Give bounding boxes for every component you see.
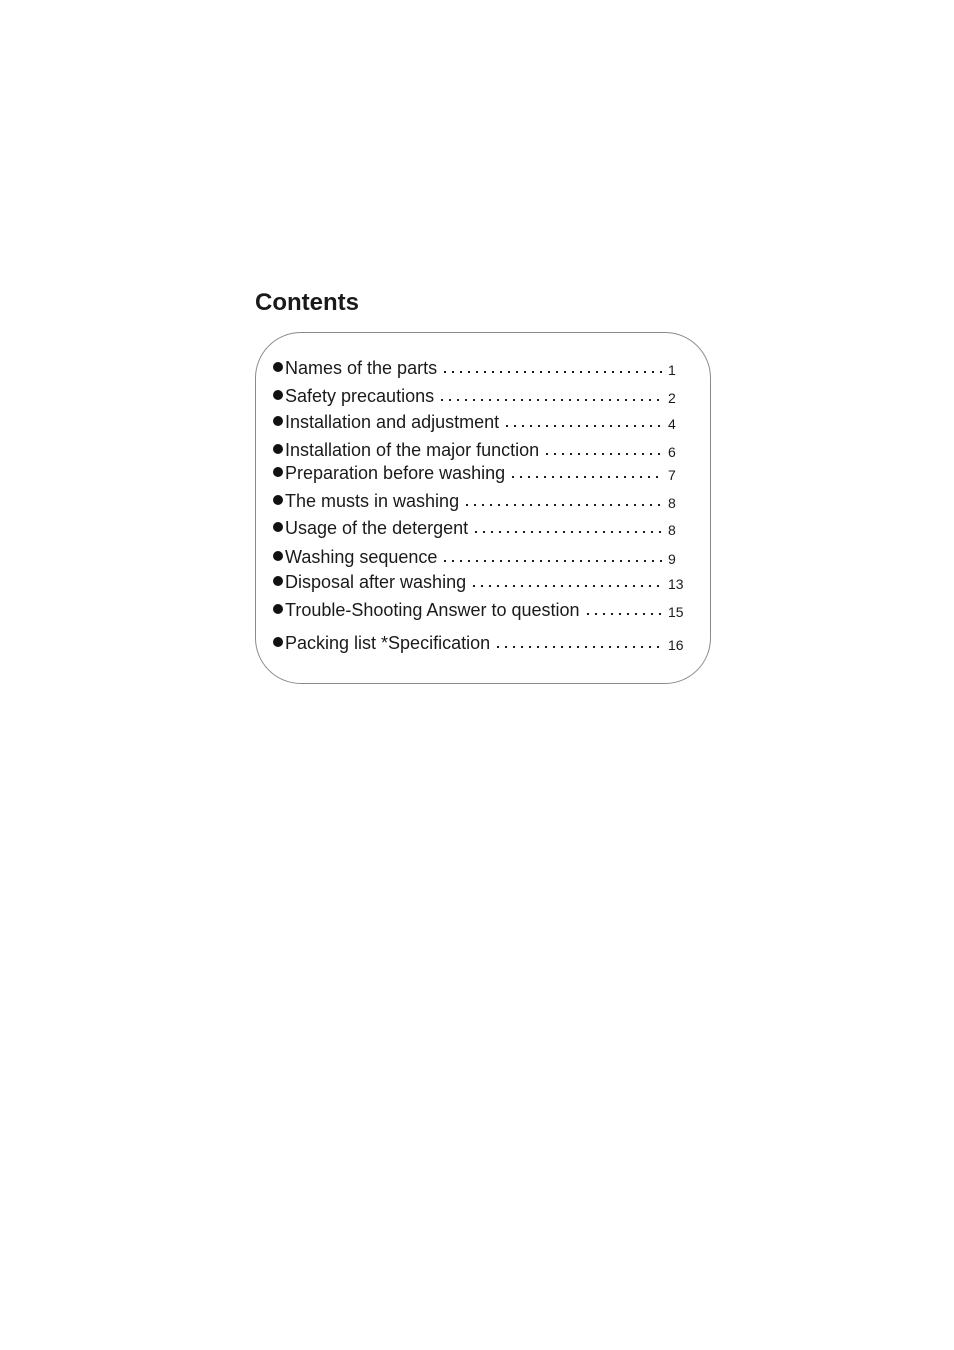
dot-leader [463,504,662,506]
toc-item-label: Packing list *Specification [285,633,491,653]
toc-item-page: 4 [668,416,676,432]
dot-leader [441,371,662,373]
bullet-icon [273,522,283,532]
toc-item[interactable] [272,515,690,539]
bullet-icon [273,495,283,505]
bullet-icon [273,467,283,477]
toc-item[interactable] [272,544,690,568]
dot-leader [470,585,662,587]
toc-item-label: The musts in washing [285,491,460,511]
toc-item[interactable] [272,630,690,654]
page-title: Contents [255,289,359,316]
bullet-icon [273,416,283,426]
toc-item-page: 15 [668,604,684,620]
toc-item[interactable] [272,355,690,379]
dot-leader [584,613,662,615]
toc-item-label: Trouble-Shooting Answer to question [285,600,580,620]
toc-item-label: Installation and adjustment [285,412,500,432]
toc-item-label: Names of the parts [285,358,438,378]
toc-item-page: 1 [668,362,676,378]
bullet-icon [273,604,283,614]
bullet-icon [273,576,283,586]
toc-item[interactable] [272,569,690,593]
dot-leader [494,646,662,648]
toc-item[interactable] [272,597,690,621]
toc-item-label: Washing sequence [285,547,438,567]
toc-item[interactable] [272,460,690,484]
dot-leader [441,560,662,562]
toc-item-page: 8 [668,522,676,538]
toc-item[interactable] [272,383,690,407]
bullet-icon [273,390,283,400]
dot-leader [503,425,662,427]
contents-box [255,332,711,684]
toc-item[interactable] [272,409,690,433]
bullet-icon [273,362,283,372]
toc-item-label: Safety precautions [285,386,435,406]
dot-leader [543,453,662,455]
dot-leader [509,476,662,478]
bullet-icon [273,444,283,454]
toc-item-label: Usage of the detergent [285,518,469,538]
dot-leader [472,531,662,533]
toc-item-label: Disposal after washing [285,572,467,592]
toc-item-page: 16 [668,637,684,653]
bullet-icon [273,637,283,647]
toc-item-label: Installation of the major function [285,440,540,460]
toc-item-page: 9 [668,551,676,567]
toc-item[interactable] [272,488,690,512]
toc-item-page: 13 [668,576,684,592]
toc-item-label: Preparation before washing [285,463,506,483]
toc-item-page: 2 [668,390,676,406]
dot-leader [438,399,662,401]
toc-item-page: 8 [668,495,676,511]
bullet-icon [273,551,283,561]
toc-item-page: 7 [668,467,676,483]
toc-item[interactable] [272,437,690,461]
toc-item-page: 6 [668,444,676,460]
